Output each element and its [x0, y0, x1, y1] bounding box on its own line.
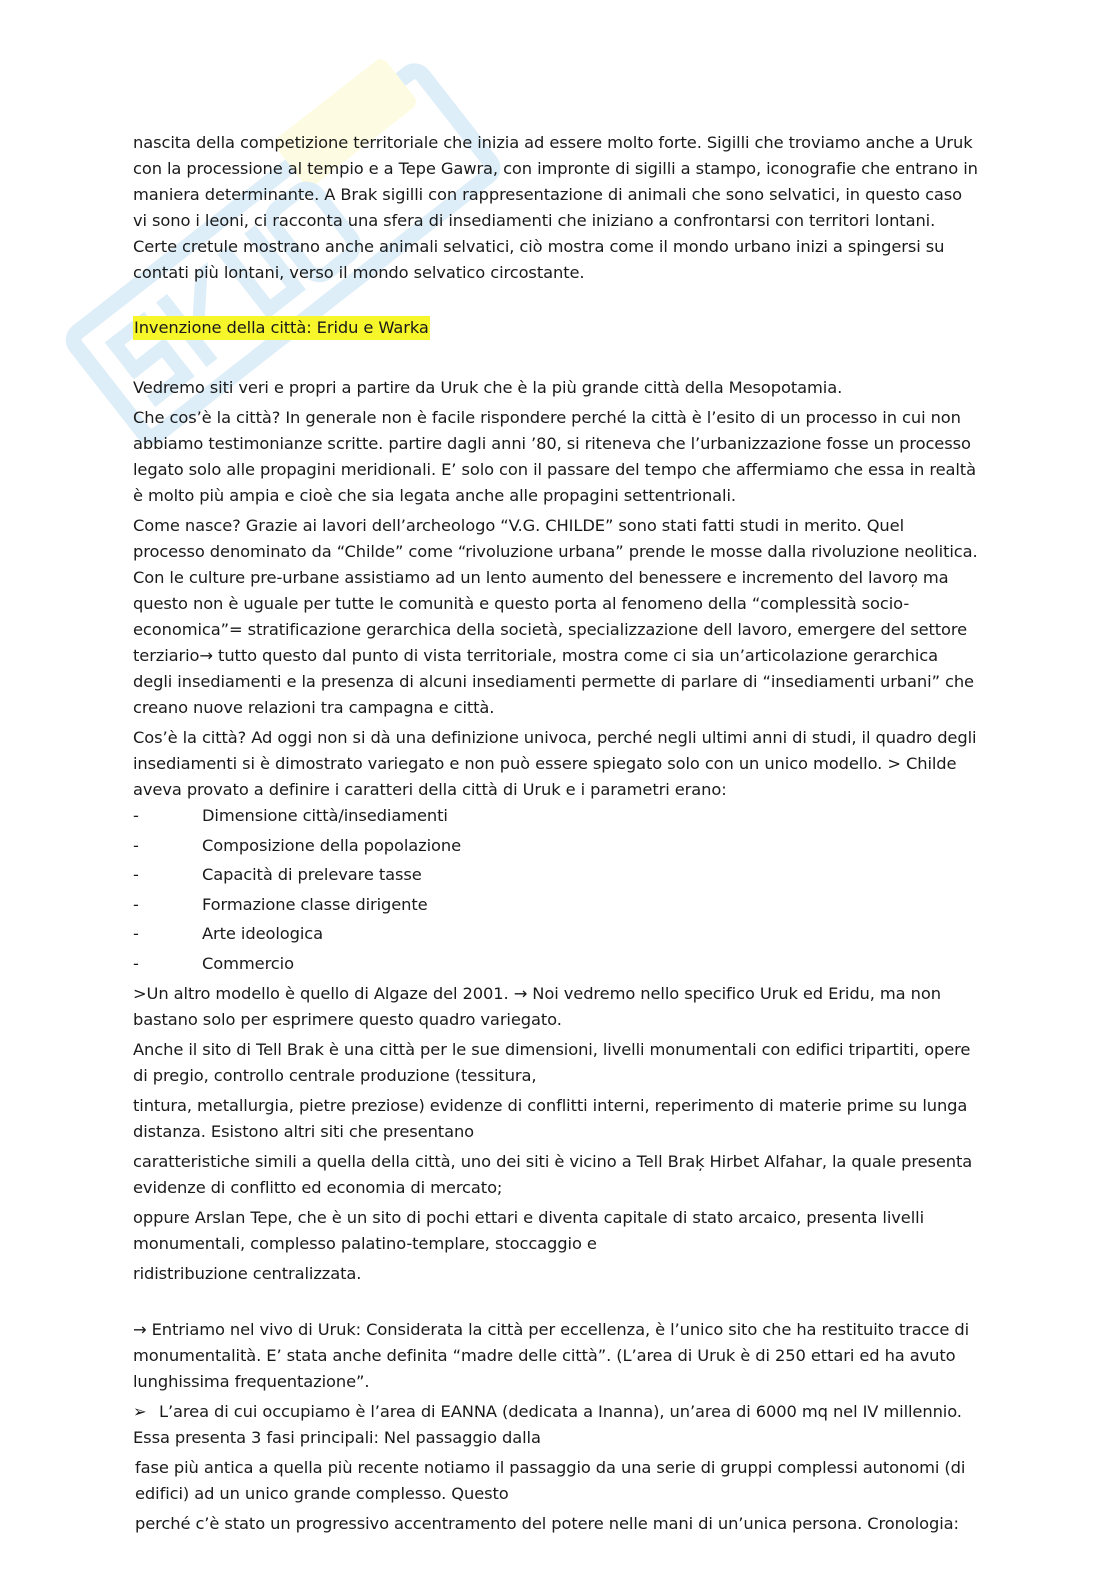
list-item — [133, 803, 978, 829]
section-heading-wrapper — [133, 315, 978, 341]
list-bullet: - — [133, 865, 139, 884]
paragraph-uruk-intro: Vedremo siti veri e propri a partire da Uruk che è la più grande città della Mesopotamia. — [133, 378, 843, 397]
list-item-text: Commercio — [202, 953, 294, 973]
paragraph-tintura: tintura, metallurgia, pietre preziose) evidenze di conflitti interni, reperimento di materie prime su lunga distanza. Esistono altri siti che presentano — [133, 1095, 968, 1141]
paragraph-arslan-tepe: oppure Arslan Tepe, che è un sito di pochi ettari e diventa capitale di stato arcaico, presenta livelli monumentali, complesso palatino-templare, stoccaggio e — [133, 1207, 924, 1253]
list-item-text: Formazione classe dirigente — [202, 894, 428, 914]
list-item — [133, 892, 978, 918]
list-item-text: Dimensione città/insediamenti — [202, 806, 448, 825]
list-item-text: Composizione della popolazione — [202, 835, 462, 855]
list-item-text: Capacità di prelevare tasse — [202, 865, 422, 884]
paragraph-entriamo-uruk: → Entriamo nel vivo di Uruk: Considerata la città per eccellenza, è l’unico sito che ha restituito tracce di monumentalità. E’ stata anche definita “madre delle città”. (L’area di Uruk è di 250 ettari ed ha avuto lunghissima frequentazione”. — [133, 1319, 970, 1391]
paragraph-fase-antica: fase più antica a quella più recente notiamo il passaggio da una serie di gruppi complessi autonomi (di edifici) ad un unico grande complesso. Questo — [135, 1457, 966, 1503]
document-page — [133, 130, 978, 1541]
eanna-continuation: Essa presenta 3 fasi principali: Nel passaggio dalla — [133, 1427, 541, 1447]
paragraph-algaze: >Un altro modello è quello di Algaze del 2001. → Noi vedremo nello specifico Uruk ed Eridu, ma non bastano solo per esprimere questo quadro variegato. — [133, 983, 941, 1029]
eanna-first-line — [133, 1399, 978, 1425]
list-item — [133, 833, 978, 859]
childe-parameters-list — [133, 803, 978, 977]
list-item-text: Arte ideologica — [202, 924, 324, 943]
paragraph-che-cos-e-la-citta: Che cos’è la città? In generale non è facile rispondere perché la città è l’esito di un processo in cui non abbiamo testimonianze scritte. partire dagli anni ’80, si riteneva che l’urbanizzazione fosse un processo legato solo alle propagini meridionali. E’ solo con il passare del tempo che affermiamo che essa in realtà è molto più ampia e cioè che sia legata anche alle propagini settentrionali. — [133, 408, 976, 505]
paragraph-definizione: Cos’è la città? Ad oggi non si dà una definizione univoca, perché negli ultimi anni di studi, il quadro degli insediamenti si è dimostrato variegato e non può essere spiegato solo con un unico modello. > Childe aveva provato a definire i caratteri della città di Uruk e i parametri erano: — [133, 728, 977, 799]
paragraph-ridistribuzione: ridistribuzione centralizzata. — [133, 1263, 362, 1283]
paragraph-tell-brak: Anche il sito di Tell Brak è una città per le sue dimensioni, livelli monumentali con edifici tripartiti, opere di pregio, controllo centrale produzione (tessitura, — [133, 1039, 971, 1085]
eanna-text: L’area di cui occupiamo è l’area di EANNA (dedicata a Inanna), un’area di 6000 mq nel IV millennio. — [159, 1401, 962, 1421]
section-heading: Invenzione della città: Eridu e Warka — [133, 316, 430, 340]
paragraph-eanna — [133, 1399, 978, 1451]
list-item — [133, 862, 978, 888]
arrow-bullet-icon: ➢ — [133, 1401, 147, 1421]
paragraph-accentramento: perché c’è stato un progressivo accentramento del potere nelle mani di un’unica persona. Cronologia: — [135, 1513, 959, 1533]
list-bullet: - — [133, 924, 139, 943]
list-bullet: - — [133, 953, 139, 973]
paragraph-competizione: nascita della competizione territoriale che inizia ad essere molto forte. Sigilli che troviamo anche a Uruk con la processione al tempio e a Tepe Gawra, con impronte di sigilli a stampo, iconografie che entrano in maniera determinante. A Brak sigilli con rappresentazione di animali che sono selvatici, in questo caso vi sono i leoni, ci racconta una sfera di insediamenti che iniziano a confrontarsi con territori lontani. Certe cretule mostrano anche animali selvatici, ciò mostra come il mondo urbano inizi a spingersi su contati più lontani, verso il mondo selvatico circostante. — [133, 133, 978, 282]
list-item — [133, 921, 978, 947]
list-bullet: - — [133, 806, 139, 825]
paragraph-hirbet-alfahar: caratteristiche simili a quella della città, uno dei siti è vicino a Tell Brak̦ Hirbet Alfahar, la quale presenta evidenze di conflitto ed economia di mercato; — [133, 1151, 973, 1197]
paragraph-come-nasce: Come nasce? Grazie ai lavori dell’archeologo “V.G. CHILDE” sono stati fatti studi in merito. Quel processo denominato da “Childe” come “rivoluzione urbana” prende le mosse dalla rivoluzione neolitica. Con le culture pre-urbane assistiamo ad un lento aumento del benessere e incremento del lavoro̦ ma questo non è uguale per tutte le comunità e questo porta al fenomeno della “complessità socio-economica”= stratificazione gerarchica della società, specializzazione dell lavoro, emergere del settore terziario→ tutto questo dal punto di vista territoriale, mostra come ci sia un’articolazione gerarchica degli insediamenti e la presenza di alcuni insediamenti permette di parlare di “insediamenti urbani” che creano nuove relazioni tra campagna e città. — [133, 516, 978, 717]
list-bullet: - — [133, 894, 139, 914]
list-item — [133, 951, 978, 977]
list-bullet: - — [133, 835, 139, 855]
